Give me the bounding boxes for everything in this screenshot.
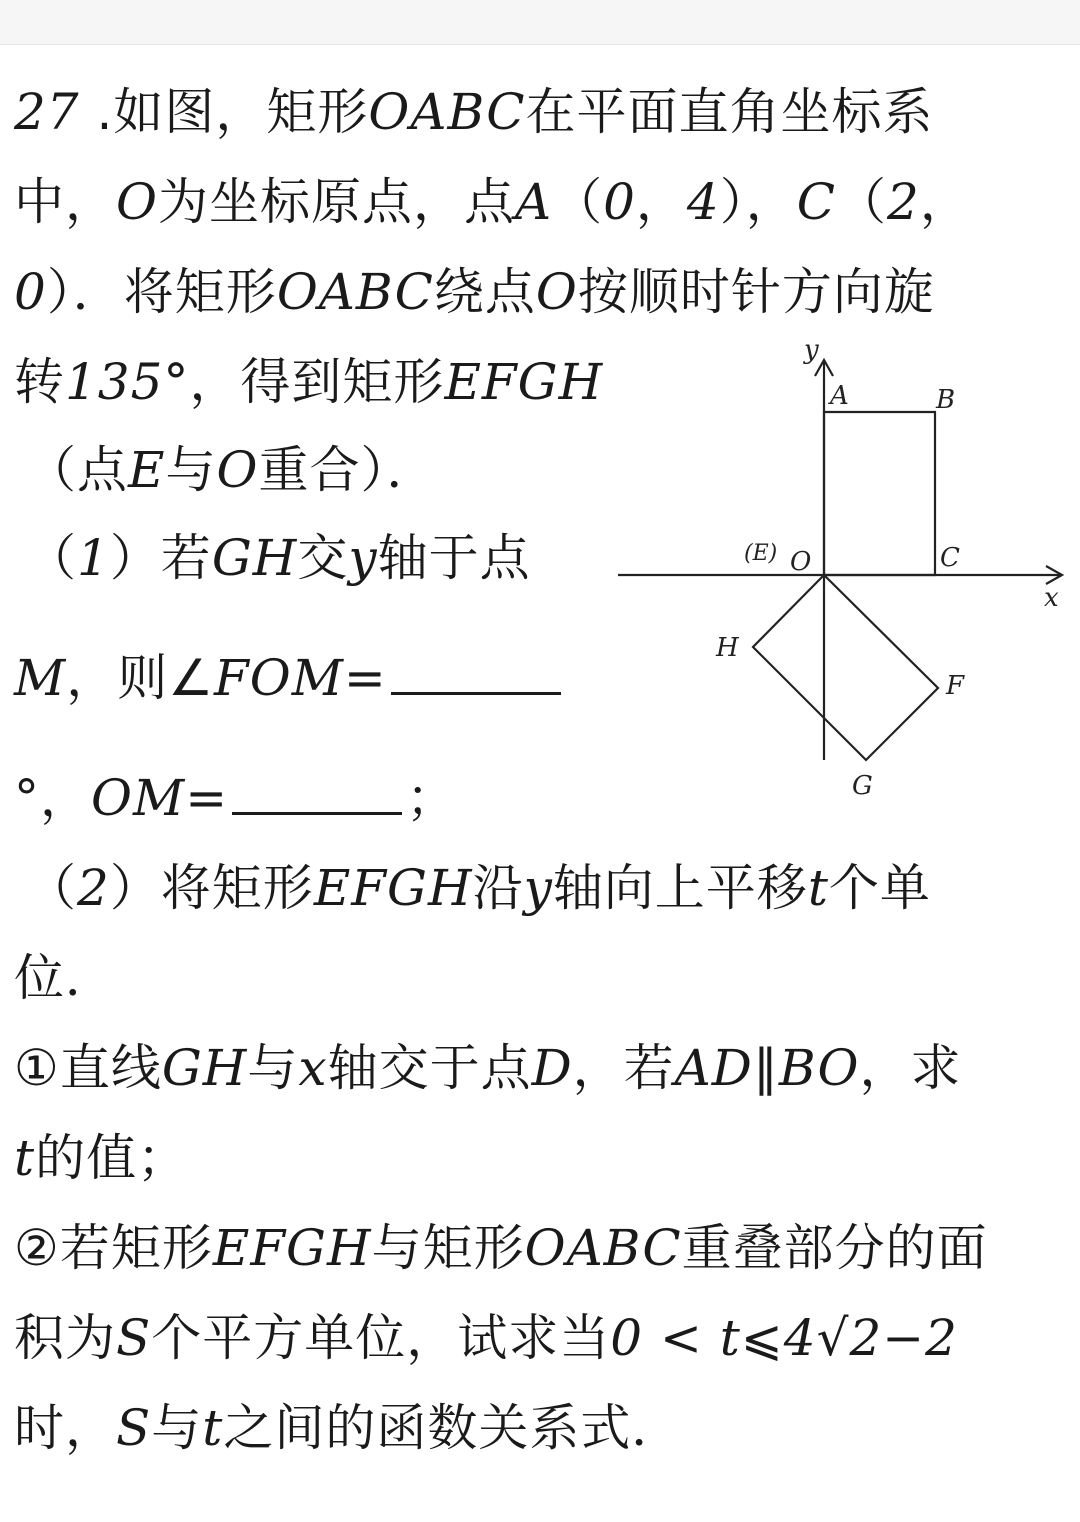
label-g: G xyxy=(852,771,873,801)
text-segment: （ xyxy=(836,173,887,231)
math-text: OABC xyxy=(276,263,434,321)
text-segment: ，求 xyxy=(859,1039,962,1097)
text-segment: ∥ xyxy=(752,1039,779,1097)
text-segment: °， xyxy=(14,769,91,827)
text-segment: ，则∠ xyxy=(66,649,215,707)
label-e: (E) xyxy=(744,541,778,566)
text-segment: 绕点 xyxy=(433,263,536,321)
math-text: t xyxy=(14,1129,36,1187)
text-segment: 沿 xyxy=(472,859,524,917)
text-segment: = xyxy=(343,649,387,707)
math-text: GH xyxy=(161,1039,248,1097)
rectangle-efgh xyxy=(753,575,938,760)
label-c: C xyxy=(940,543,960,573)
math-text: t xyxy=(202,1399,224,1457)
label-f: F xyxy=(946,671,965,701)
text-segment: 轴于点 xyxy=(377,529,531,587)
text-segment: ； xyxy=(406,769,458,827)
problem-line xyxy=(14,1306,958,1370)
problem-line xyxy=(14,946,116,1010)
math-text: O xyxy=(535,263,578,321)
math-text: 27 xyxy=(14,83,80,141)
problem-line xyxy=(14,170,971,234)
label-y: y xyxy=(804,335,819,365)
text-segment: ）．将矩形 xyxy=(46,263,277,321)
text-segment: 交 xyxy=(297,529,349,587)
text-segment: （ xyxy=(552,173,604,231)
text-segment: ）若 xyxy=(109,529,212,587)
label-x: x xyxy=(1044,583,1059,613)
math-text: EFGH xyxy=(212,1219,372,1277)
text-segment: 为坐标原点，点 xyxy=(158,173,515,231)
math-text: t xyxy=(807,859,829,917)
text-segment: （ xyxy=(26,859,77,917)
problem-line xyxy=(14,646,565,710)
rectangle-oabc xyxy=(824,412,935,575)
math-text: 4√2−2 xyxy=(783,1309,958,1367)
text-segment: 个单 xyxy=(828,859,931,917)
text-segment: 按顺时针方向旋 xyxy=(577,263,935,321)
math-text: 135° xyxy=(65,353,190,411)
text-segment: = xyxy=(185,769,229,827)
math-text: 2 xyxy=(77,859,110,917)
math-text: O xyxy=(116,173,158,231)
text-segment: 轴向上平移 xyxy=(552,859,808,917)
text-segment: ， xyxy=(635,173,687,231)
problem-line xyxy=(14,1126,188,1190)
text-segment: 时， xyxy=(14,1399,116,1457)
text-segment: 在平面直角坐标系 xyxy=(525,83,934,141)
text-segment: ⩽ xyxy=(740,1309,784,1367)
problem-line xyxy=(26,438,438,502)
problem-line xyxy=(14,766,457,830)
math-text: 2 xyxy=(887,173,920,231)
text-segment: 中， xyxy=(14,173,116,231)
text-segment: 重叠部分的面 xyxy=(681,1219,988,1277)
math-text: M xyxy=(14,649,67,707)
math-text: 0 < t xyxy=(610,1309,741,1367)
math-text: y xyxy=(348,529,378,587)
label-b: B xyxy=(936,385,956,415)
answer-blank[interactable] xyxy=(232,812,402,815)
math-text: 0 xyxy=(603,173,636,231)
text-segment: 个平方单位，试求当 xyxy=(151,1309,611,1367)
text-segment: 之间的函数关系式． xyxy=(223,1399,683,1457)
problem-line xyxy=(14,1036,962,1100)
problem-line xyxy=(26,526,531,590)
problem-line xyxy=(14,260,935,324)
text-segment: ②若矩形 xyxy=(14,1219,213,1277)
text-segment: 的值； xyxy=(35,1129,189,1187)
problem-line xyxy=(26,856,931,920)
text-segment: ）， xyxy=(719,173,797,231)
text-segment: ，得到矩形 xyxy=(189,353,445,411)
math-text: y xyxy=(523,859,553,917)
problem-line xyxy=(14,1216,988,1280)
text-segment: 轴交于点 xyxy=(327,1039,532,1097)
top-bar xyxy=(0,0,1080,45)
math-text: GH xyxy=(211,529,298,587)
math-text: AD xyxy=(674,1039,753,1097)
math-text: E xyxy=(128,441,166,499)
answer-blank[interactable] xyxy=(391,692,561,695)
problem-line xyxy=(14,80,933,144)
text-segment: 重合）． xyxy=(258,441,438,499)
math-text: D xyxy=(531,1039,573,1097)
problem-line xyxy=(14,1396,682,1460)
math-text: 1 xyxy=(77,529,110,587)
math-text: BO xyxy=(778,1039,860,1097)
label-o: O xyxy=(790,547,812,577)
text-segment: 与 xyxy=(247,1039,299,1097)
math-text: EFGH xyxy=(313,859,473,917)
text-segment: 与 xyxy=(151,1399,203,1457)
math-text: 4 xyxy=(686,173,720,231)
math-text: OABC xyxy=(368,83,526,141)
text-segment: （点 xyxy=(26,441,128,499)
math-text: OABC xyxy=(524,1219,682,1277)
text-segment: 与矩形 xyxy=(371,1219,525,1277)
text-segment: 转 xyxy=(14,353,65,411)
text-segment: 位． xyxy=(14,949,116,1007)
math-text: S xyxy=(116,1399,152,1457)
problem-line xyxy=(14,350,603,414)
text-segment: .如图，矩形 xyxy=(79,83,369,141)
text-segment: ，若 xyxy=(572,1039,675,1097)
text-segment: ）将矩形 xyxy=(109,859,314,917)
math-text: S xyxy=(116,1309,152,1367)
math-text: C xyxy=(796,173,836,231)
math-text: A xyxy=(515,173,553,231)
math-text: 0 xyxy=(14,263,47,321)
text-segment: ， xyxy=(919,173,971,231)
math-text: OM xyxy=(91,769,186,827)
math-text: FOM xyxy=(214,649,344,707)
coordinate-figure xyxy=(600,330,1070,810)
text-segment: 积为 xyxy=(14,1309,116,1367)
text-segment: 与 xyxy=(165,441,217,499)
text-segment: ①直线 xyxy=(14,1039,162,1097)
text-segment: （ xyxy=(26,529,77,587)
label-h: H xyxy=(716,633,739,663)
math-text: x xyxy=(298,1039,328,1097)
math-text: EFGH xyxy=(444,353,604,411)
math-text: O xyxy=(216,441,259,499)
label-a: A xyxy=(830,381,849,411)
